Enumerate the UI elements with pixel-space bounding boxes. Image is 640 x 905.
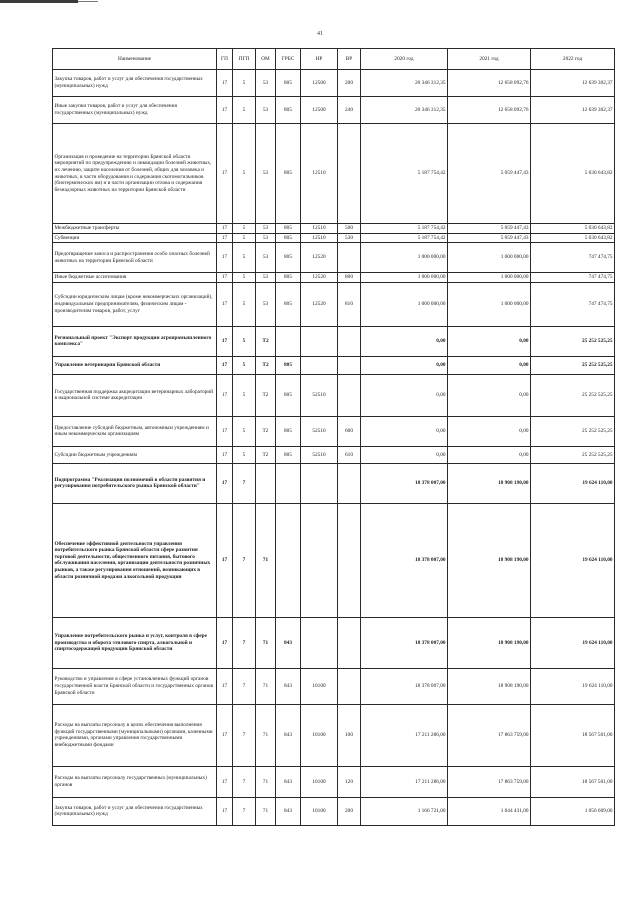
row-amount-2020: 0,00 [361, 446, 448, 463]
row-nr: 12510 [301, 124, 338, 224]
row-nr: 10100 [301, 668, 338, 704]
row-amount-2022: 25 252 525,25 [531, 416, 615, 446]
row-vr: 810 [338, 282, 361, 326]
row-name: Расходы на выплаты персоналу государственных (муниципальных) органов [53, 766, 217, 797]
row-om: 71 [256, 704, 276, 766]
row-amount-2022: 18 567 501,00 [531, 766, 615, 797]
row-amount-2021: 5 059 447,43 [448, 233, 531, 243]
row-vr: 800 [338, 273, 361, 283]
row-vr [338, 374, 361, 416]
row-gp: 17 [217, 704, 233, 766]
row-nr: 12520 [301, 273, 338, 283]
table-row [53, 273, 615, 283]
row-amount-2020: 18 378 007,00 [361, 463, 448, 503]
table-row [53, 503, 615, 617]
row-amount-2021: 1 000 000,00 [448, 243, 531, 273]
row-vr [338, 668, 361, 704]
row-pgp: 7 [233, 704, 256, 766]
row-om: T2 [256, 374, 276, 416]
row-amount-2021: 0,00 [448, 356, 531, 374]
row-name: Государственная поддержка аккредитации ветеринарных лабораторий в национальной системе аккредитации [53, 374, 217, 416]
row-gp: 17 [217, 326, 233, 356]
row-amount-2021: 1 000 000,00 [448, 273, 531, 283]
table-row [53, 797, 615, 825]
row-amount-2022: 5 030 643,82 [531, 233, 615, 243]
row-vr: 240 [338, 97, 361, 124]
row-pgp: 5 [233, 446, 256, 463]
row-name: Организация и проведение на территории Брянской области мероприятий по предупреждению и ликвидации болезней животных, их лечению, защите населения от болезней, общих для человека и животных, в части оборудования и содержания скотомогильников (биотермических ям) и в части организации отлова и содержания безнадзорных животных на территории Брянской области [53, 124, 217, 224]
row-amount-2020: 0,00 [361, 374, 448, 416]
row-grbs: 843 [276, 766, 301, 797]
row-gp: 17 [217, 70, 233, 97]
row-om: T2 [256, 446, 276, 463]
table-row [53, 704, 615, 766]
row-vr [338, 326, 361, 356]
row-grbs: 805 [276, 374, 301, 416]
table-row [53, 463, 615, 503]
row-vr: 120 [338, 766, 361, 797]
row-om: 53 [256, 97, 276, 124]
scan-edge-mark-thin [78, 1, 98, 2]
row-amount-2021: 1 044 431,00 [448, 797, 531, 825]
row-nr [301, 503, 338, 617]
row-grbs: 843 [276, 704, 301, 766]
row-gp: 17 [217, 766, 233, 797]
row-amount-2021: 12 658 092,76 [448, 70, 531, 97]
row-amount-2021: 0,00 [448, 416, 531, 446]
row-name: Обеспечение эффективной деятельности управления потребительского рынка Брянской области сфере развития торговой деятельности, общественного питания, бытового обслуживания населения, организации деятельности розничных рынков, а также регулирования отношений, возникающих в области розничной продажи алкогольной продукции [53, 503, 217, 617]
row-pgp: 5 [233, 326, 256, 356]
row-pgp: 7 [233, 463, 256, 503]
header-gp: ГП [217, 49, 233, 70]
table-row [53, 416, 615, 446]
budget-table [52, 48, 615, 826]
row-gp: 17 [217, 97, 233, 124]
row-grbs: 805 [276, 243, 301, 273]
row-amount-2020: 1 000 000,00 [361, 282, 448, 326]
row-om: 53 [256, 124, 276, 224]
row-amount-2021: 18 908 190,00 [448, 617, 531, 668]
header-2022: 2022 год [531, 49, 615, 70]
row-name: Субсидии бюджетным учреждениям [53, 446, 217, 463]
row-vr [338, 463, 361, 503]
row-nr: 10100 [301, 766, 338, 797]
row-amount-2020: 1 000 000,00 [361, 273, 448, 283]
row-gp: 17 [217, 374, 233, 416]
table-row [53, 766, 615, 797]
row-grbs: 805 [276, 356, 301, 374]
row-grbs: 805 [276, 273, 301, 283]
table-row [53, 124, 615, 224]
page-number: 41 [317, 31, 323, 37]
row-om: 53 [256, 224, 276, 234]
row-gp: 17 [217, 224, 233, 234]
row-amount-2020: 17 211 286,00 [361, 704, 448, 766]
row-name: Региональный проект "Экспорт продукции агропромышленного комплекса" [53, 326, 217, 356]
table-row [53, 243, 615, 273]
row-amount-2022: 747 474,75 [531, 282, 615, 326]
table-row [53, 70, 615, 97]
table-header-row [53, 49, 615, 70]
row-amount-2022: 19 624 110,00 [531, 463, 615, 503]
row-om: 53 [256, 70, 276, 97]
table-row [53, 282, 615, 326]
row-pgp: 5 [233, 233, 256, 243]
row-amount-2022: 25 252 525,25 [531, 326, 615, 356]
row-amount-2020: 17 211 286,00 [361, 766, 448, 797]
row-amount-2022: 12 639 302,37 [531, 70, 615, 97]
scan-edge-mark [0, 0, 78, 3]
header-2020: 2020 год [361, 49, 448, 70]
row-gp: 17 [217, 282, 233, 326]
row-gp: 17 [217, 446, 233, 463]
table-row [53, 97, 615, 124]
table-row [53, 233, 615, 243]
row-nr: 12510 [301, 233, 338, 243]
row-grbs [276, 503, 301, 617]
row-amount-2022: 19 624 110,00 [531, 668, 615, 704]
header-pgp: ПГП [233, 49, 256, 70]
row-om [256, 463, 276, 503]
row-amount-2021: 18 908 190,00 [448, 668, 531, 704]
row-amount-2022: 25 252 525,25 [531, 356, 615, 374]
row-amount-2022: 747 474,75 [531, 243, 615, 273]
row-amount-2021: 17 863 759,00 [448, 766, 531, 797]
row-amount-2020: 5 187 754,42 [361, 124, 448, 224]
row-pgp: 7 [233, 503, 256, 617]
row-gp: 17 [217, 124, 233, 224]
row-amount-2021: 12 658 092,76 [448, 97, 531, 124]
row-name: Предотвращение заноса и распространения особо опасных болезней животных на территории Брянской области [53, 243, 217, 273]
row-om: 53 [256, 243, 276, 273]
row-pgp: 7 [233, 766, 256, 797]
row-vr [338, 124, 361, 224]
row-amount-2021: 0,00 [448, 374, 531, 416]
row-vr [338, 503, 361, 617]
row-gp: 17 [217, 617, 233, 668]
row-name: Закупка товаров, работ и услуг для обеспечения государственных (муниципальных) нужд [53, 797, 217, 825]
row-name: Иные бюджетные ассигнования [53, 273, 217, 283]
row-gp: 17 [217, 668, 233, 704]
row-gp: 17 [217, 416, 233, 446]
row-name: Подпрограмма "Реализация полномочий в области развития и регулирования потребительского рынка Брянской области" [53, 463, 217, 503]
row-om: 53 [256, 233, 276, 243]
row-amount-2020: 20 346 312,35 [361, 70, 448, 97]
table-body [53, 70, 615, 826]
row-grbs: 843 [276, 617, 301, 668]
row-om: T2 [256, 356, 276, 374]
row-vr: 500 [338, 224, 361, 234]
row-amount-2022: 747 474,75 [531, 273, 615, 283]
row-amount-2020: 18 378 007,00 [361, 668, 448, 704]
table-row [53, 446, 615, 463]
row-nr: 12520 [301, 243, 338, 273]
row-amount-2021: 17 863 759,00 [448, 704, 531, 766]
row-amount-2022: 19 624 110,00 [531, 617, 615, 668]
row-om: 53 [256, 282, 276, 326]
row-grbs: 805 [276, 97, 301, 124]
row-grbs: 843 [276, 668, 301, 704]
row-amount-2021: 5 059 447,43 [448, 224, 531, 234]
row-gp: 17 [217, 356, 233, 374]
row-grbs: 805 [276, 233, 301, 243]
row-amount-2022: 5 030 643,82 [531, 124, 615, 224]
row-amount-2022: 19 624 110,00 [531, 503, 615, 617]
row-nr [301, 356, 338, 374]
header-grbs: ГРБС [276, 49, 301, 70]
row-amount-2020: 5 187 754,42 [361, 233, 448, 243]
row-name: Предоставление субсидий бюджетным, автономным учреждениям и иным некоммерческим организациям [53, 416, 217, 446]
row-pgp: 5 [233, 282, 256, 326]
header-2021: 2021 год [448, 49, 531, 70]
row-pgp: 7 [233, 668, 256, 704]
row-gp: 17 [217, 503, 233, 617]
row-gp: 17 [217, 243, 233, 273]
row-pgp: 5 [233, 70, 256, 97]
row-om: 71 [256, 617, 276, 668]
row-name: Руководство и управление в сфере установленных функций органов государственной власти Брянской области и государственных органов Брянской области [53, 668, 217, 704]
row-name: Закупка товаров, работ и услуг для обеспечения государственных (муниципальных) нужд [53, 70, 217, 97]
row-amount-2022: 12 639 302,37 [531, 97, 615, 124]
row-amount-2021: 18 908 190,00 [448, 503, 531, 617]
row-grbs: 805 [276, 124, 301, 224]
row-grbs: 805 [276, 282, 301, 326]
row-name: Управление потребительского рынка и услуг, контроля в сфере производства и оборота этилового спирта, алкогольной и спиртосодержащей продукции Брянской области [53, 617, 217, 668]
row-pgp: 5 [233, 243, 256, 273]
row-vr: 200 [338, 797, 361, 825]
row-amount-2020: 5 187 754,42 [361, 224, 448, 234]
row-pgp: 5 [233, 374, 256, 416]
row-grbs: 843 [276, 797, 301, 825]
row-name: Субсидии юридическим лицам (кроме некоммерческих организаций), индивидуальным предпринимателям, физическим лицам - производителям товаров, работ, услуг [53, 282, 217, 326]
row-amount-2022: 5 030 643,82 [531, 224, 615, 234]
row-nr: 10100 [301, 704, 338, 766]
row-vr [338, 243, 361, 273]
row-om: 71 [256, 797, 276, 825]
table-row [53, 374, 615, 416]
row-nr: 52510 [301, 446, 338, 463]
row-name: Межбюджетные трансферты [53, 224, 217, 234]
row-amount-2020: 1 000 000,00 [361, 243, 448, 273]
row-amount-2022: 1 056 609,00 [531, 797, 615, 825]
header-om: ОМ [256, 49, 276, 70]
row-vr: 100 [338, 704, 361, 766]
row-om: 53 [256, 273, 276, 283]
header-vr: ВР [338, 49, 361, 70]
row-grbs: 805 [276, 446, 301, 463]
row-pgp: 5 [233, 97, 256, 124]
table-row [53, 668, 615, 704]
row-nr: 12510 [301, 224, 338, 234]
row-amount-2022: 18 567 501,00 [531, 704, 615, 766]
row-amount-2021: 5 059 447,43 [448, 124, 531, 224]
row-gp: 17 [217, 273, 233, 283]
row-pgp: 7 [233, 797, 256, 825]
row-grbs: 805 [276, 416, 301, 446]
row-om: T2 [256, 326, 276, 356]
row-vr: 530 [338, 233, 361, 243]
row-pgp: 5 [233, 356, 256, 374]
row-vr [338, 356, 361, 374]
header-name: Наименование [53, 49, 217, 70]
row-nr: 12500 [301, 97, 338, 124]
row-amount-2020: 0,00 [361, 416, 448, 446]
row-pgp: 5 [233, 224, 256, 234]
row-nr: 52510 [301, 374, 338, 416]
row-pgp: 5 [233, 124, 256, 224]
row-nr: 52510 [301, 416, 338, 446]
row-amount-2020: 20 346 312,35 [361, 97, 448, 124]
header-nr: НР [301, 49, 338, 70]
row-name: Управление ветеринарии Брянской области [53, 356, 217, 374]
row-nr: 12520 [301, 282, 338, 326]
row-amount-2022: 25 252 525,25 [531, 374, 615, 416]
row-vr: 610 [338, 446, 361, 463]
row-amount-2021: 18 908 190,00 [448, 463, 531, 503]
row-nr [301, 326, 338, 356]
row-amount-2022: 25 252 525,25 [531, 446, 615, 463]
table-row [53, 617, 615, 668]
row-amount-2021: 1 000 000,00 [448, 282, 531, 326]
row-name: Субвенции [53, 233, 217, 243]
row-om: 71 [256, 503, 276, 617]
row-amount-2020: 0,00 [361, 326, 448, 356]
row-om: 71 [256, 766, 276, 797]
row-om: 71 [256, 668, 276, 704]
row-pgp: 7 [233, 617, 256, 668]
table-row [53, 326, 615, 356]
row-nr [301, 463, 338, 503]
row-name: Расходы на выплаты персоналу в целях обеспечения выполнения функций государственными (муниципальными) органами, казенными учреждениями, органами управления государственными внебюджетными фондами [53, 704, 217, 766]
row-amount-2021: 0,00 [448, 446, 531, 463]
row-grbs [276, 326, 301, 356]
row-vr [338, 617, 361, 668]
row-nr: 10100 [301, 797, 338, 825]
row-pgp: 5 [233, 273, 256, 283]
row-grbs: 805 [276, 224, 301, 234]
row-amount-2020: 0,00 [361, 356, 448, 374]
row-grbs [276, 463, 301, 503]
row-gp: 17 [217, 233, 233, 243]
row-amount-2020: 1 166 721,00 [361, 797, 448, 825]
row-amount-2020: 18 378 007,00 [361, 503, 448, 617]
row-vr: 200 [338, 70, 361, 97]
row-nr: 12500 [301, 70, 338, 97]
row-amount-2021: 0,00 [448, 326, 531, 356]
row-nr [301, 617, 338, 668]
table-row [53, 224, 615, 234]
row-pgp: 5 [233, 416, 256, 446]
row-name: Иные закупки товаров, работ и услуг для обеспечения государственных (муниципальных) нужд [53, 97, 217, 124]
row-grbs: 805 [276, 70, 301, 97]
row-gp: 17 [217, 797, 233, 825]
row-amount-2020: 18 378 007,00 [361, 617, 448, 668]
row-vr: 600 [338, 416, 361, 446]
table-row [53, 356, 615, 374]
row-gp: 17 [217, 463, 233, 503]
row-om: T2 [256, 416, 276, 446]
